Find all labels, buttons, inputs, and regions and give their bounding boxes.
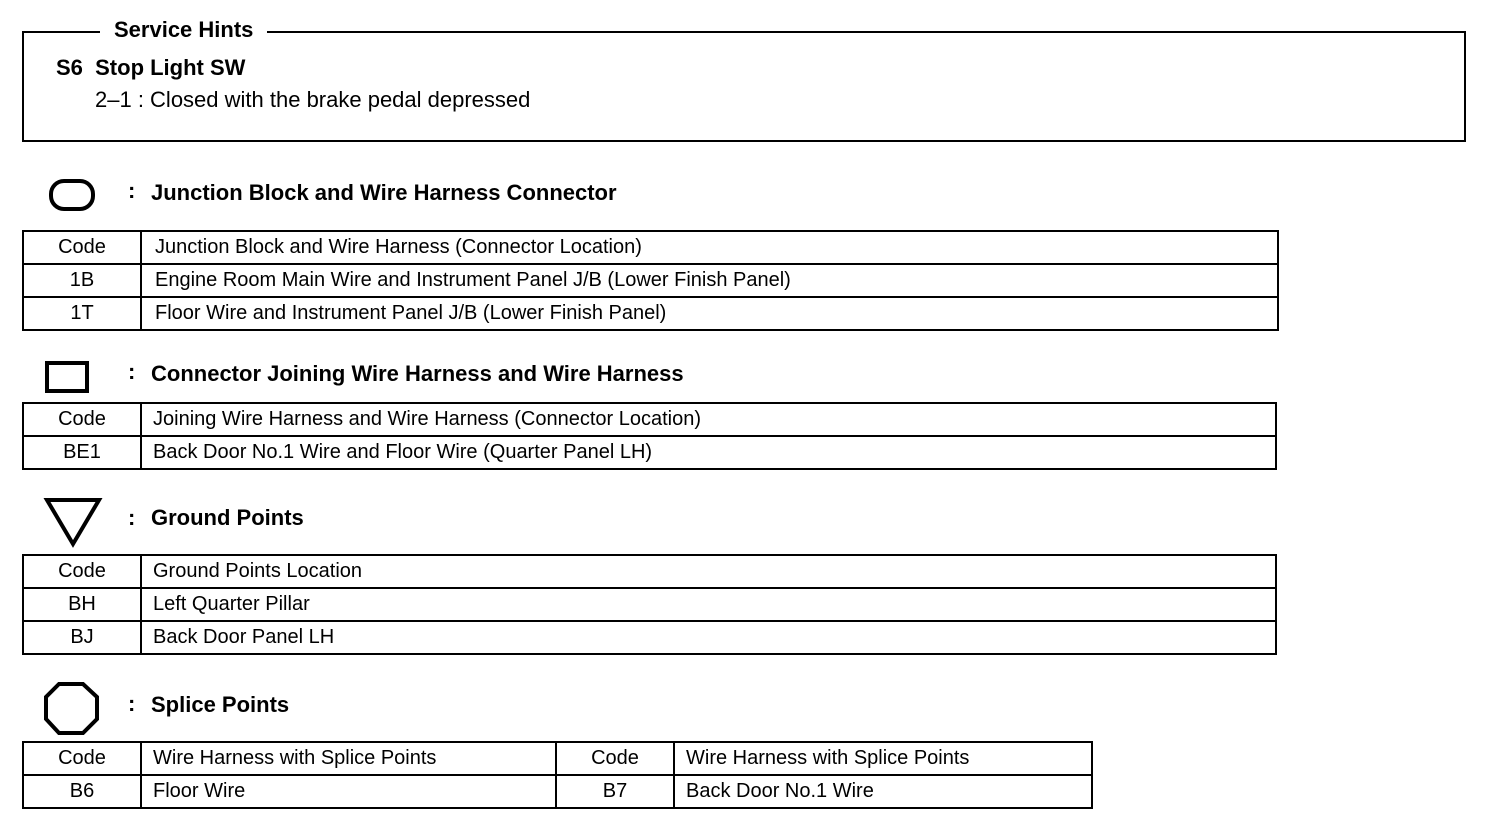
table-row (23, 436, 1276, 469)
column-header-location: Junction Block and Wire Harness (Connector Location) (141, 231, 1278, 264)
splice-colon: : (128, 691, 136, 716)
table-row (23, 621, 1276, 654)
table-header-row (23, 231, 1278, 264)
octagon-icon (40, 676, 110, 740)
column-header-location: Ground Points Location (141, 555, 1276, 588)
column-header-splice: Wire Harness with Splice Points (674, 742, 1092, 775)
junction-colon: : (128, 178, 136, 203)
table-header-row (23, 742, 1092, 775)
splice-section-title: Splice Points (151, 692, 290, 717)
table-row (23, 264, 1278, 297)
code-cell: BH (23, 588, 141, 621)
ground-colon: : (128, 505, 136, 530)
code-cell: 1B (23, 264, 141, 297)
location-cell: Back Door Panel LH (141, 621, 1276, 654)
connector-table (22, 402, 1277, 470)
triangle-down-icon (40, 492, 110, 552)
connector-colon: : (128, 359, 136, 384)
component-note: 2–1 : Closed with the brake pedal depressed (95, 87, 531, 112)
junction-table (22, 230, 1279, 331)
location-cell: Engine Room Main Wire and Instrument Panel J/B (Lower Finish Panel) (141, 264, 1278, 297)
column-header-code: Code (23, 742, 141, 775)
column-header-code: Code (556, 742, 674, 775)
column-header-splice: Wire Harness with Splice Points (141, 742, 556, 775)
junction-section-heading (40, 172, 940, 232)
ground-section-title: Ground Points (151, 505, 304, 530)
rounded-rectangle-icon (40, 172, 110, 216)
splice-table (22, 741, 1093, 809)
rectangle-icon (40, 354, 110, 398)
table-row (23, 588, 1276, 621)
junction-section-title: Junction Block and Wire Harness Connector (151, 180, 617, 205)
service-hints-title: Service Hints (100, 16, 267, 44)
connector-section-title: Connector Joining Wire Harness and Wire Harness (151, 361, 684, 386)
splice-cell: Floor Wire (141, 775, 556, 808)
code-cell: B7 (556, 775, 674, 808)
table-header-row (23, 403, 1276, 436)
ground-section-heading (40, 492, 940, 552)
table-row (23, 775, 1092, 808)
location-cell: Floor Wire and Instrument Panel J/B (Lower Finish Panel) (141, 297, 1278, 330)
code-cell: BE1 (23, 436, 141, 469)
table-row (23, 297, 1278, 330)
table-header-row (23, 555, 1276, 588)
component-name: S6 Stop Light SW (56, 55, 246, 80)
location-cell: Back Door No.1 Wire and Floor Wire (Quarter Panel LH) (141, 436, 1276, 469)
code-cell: B6 (23, 775, 141, 808)
splice-cell: Back Door No.1 Wire (674, 775, 1092, 808)
location-cell: Left Quarter Pillar (141, 588, 1276, 621)
code-cell: BJ (23, 621, 141, 654)
splice-section-heading (40, 676, 940, 736)
ground-table (22, 554, 1277, 655)
column-header-location: Joining Wire Harness and Wire Harness (Connector Location) (141, 403, 1276, 436)
column-header-code: Code (23, 403, 141, 436)
column-header-code: Code (23, 555, 141, 588)
column-header-code: Code (23, 231, 141, 264)
code-cell: 1T (23, 297, 141, 330)
